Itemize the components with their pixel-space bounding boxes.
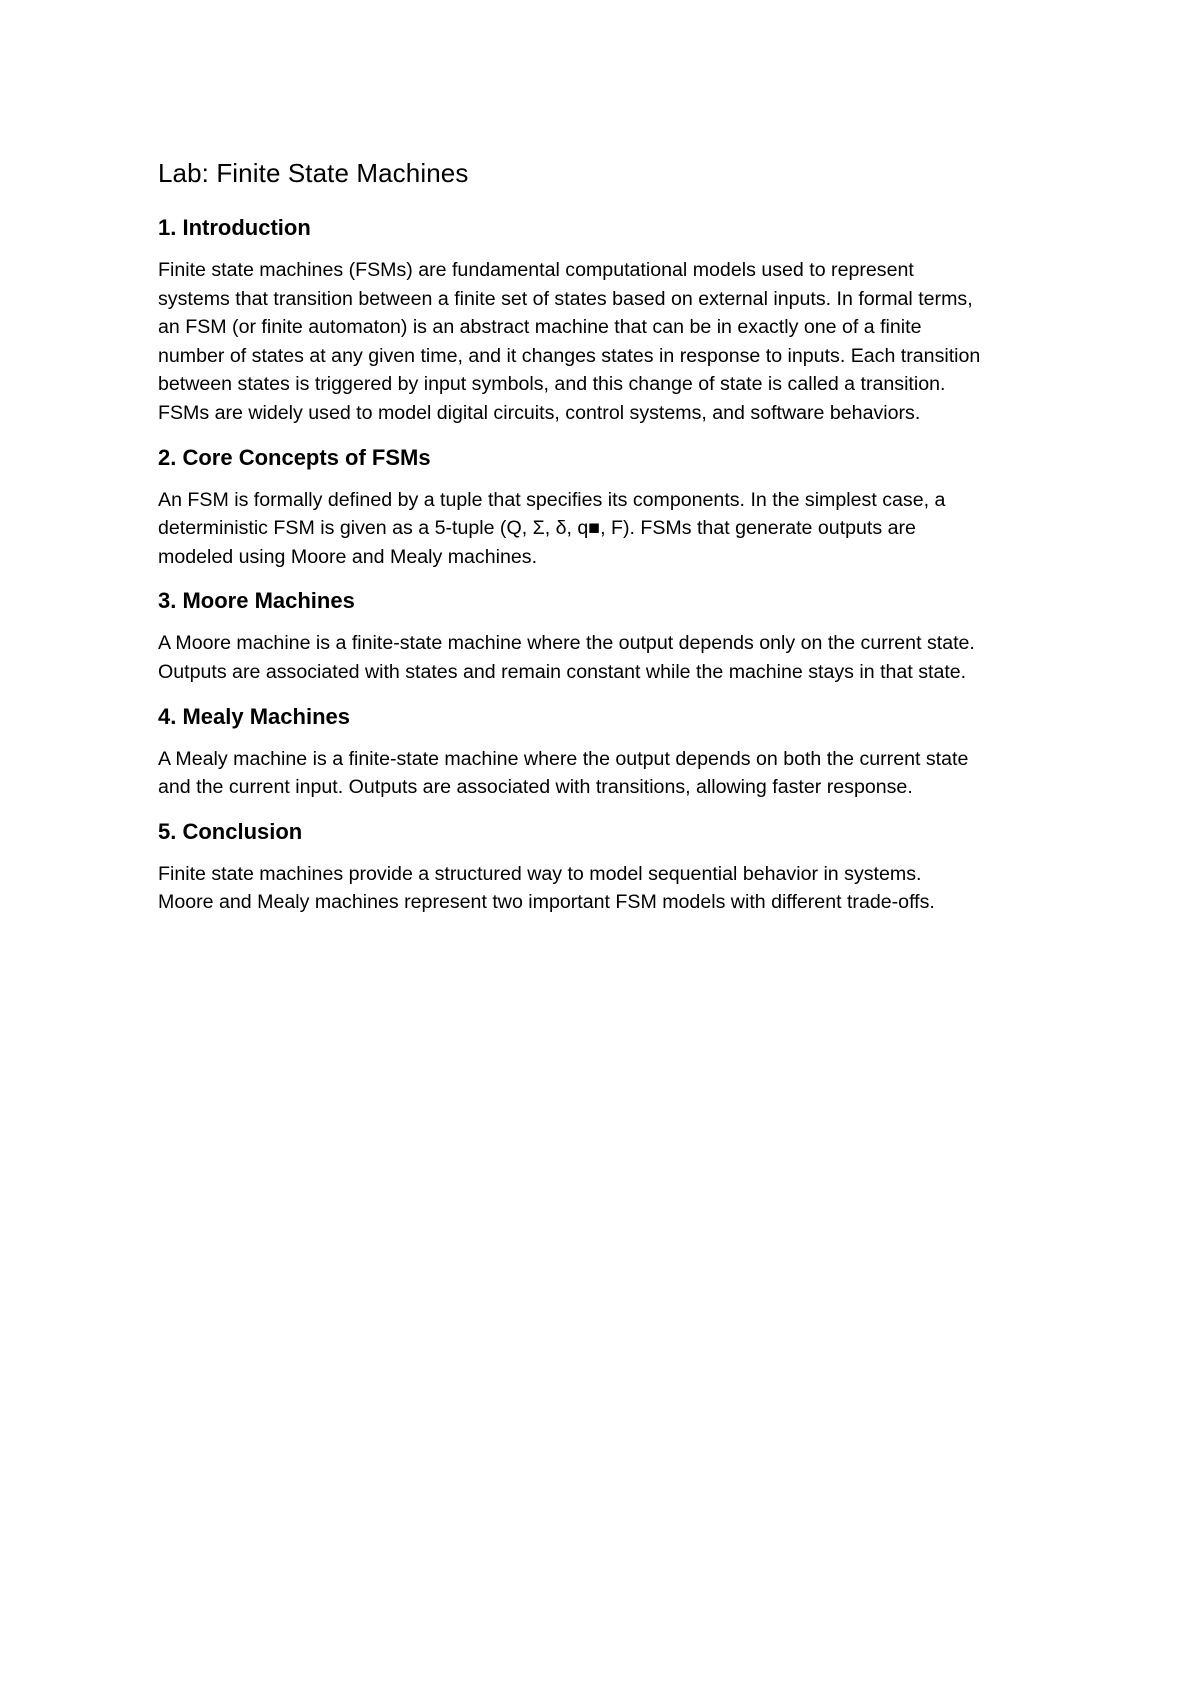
paragraph-line: and the current input. Outputs are associated with transitions, allowing faster response. [158,776,913,799]
section-paragraph [158,860,1058,917]
section-heading: 3. Moore Machines [158,588,355,614]
paragraph-line: systems that transition between a finite set of states based on external inputs. In formal terms, [158,287,973,310]
paragraph-line: Finite state machines provide a structured way to model sequential behavior in systems. [158,862,922,885]
section-heading: 1. Introduction [158,215,311,240]
paragraph-line: A Moore machine is a finite-state machine where the output depends only on the current state. [158,632,975,655]
paragraph-line: an FSM (or finite automaton) is an abstract machine that can be in exactly one of a finite [158,316,922,339]
paragraph-line: modeled using Moore and Mealy machines. [158,545,538,568]
section-paragraph [158,486,1058,572]
document-content [158,156,1058,933]
section-heading: 5. Conclusion [158,818,303,844]
section-core-concepts [158,444,1058,572]
section-heading: 2. Core Concepts of FSMs [158,444,431,470]
paragraph-line: FSMs are widely used to model digital circuits, control systems, and software behaviors. [158,401,921,424]
section-introduction [158,214,1058,428]
paragraph-line: number of states at any given time, and it changes states in response to inputs. Each transition [158,344,981,367]
document-title: Lab: Finite State Machines [158,158,469,188]
section-mealy-machines [158,703,1058,802]
section-paragraph [158,629,1058,686]
paragraph-line: deterministic FSM is given as a 5-tuple (Q, Σ, δ, q■, F). FSMs that generate outputs are [158,517,916,540]
section-paragraph [158,256,1058,428]
paragraph-line: An FSM is formally defined by a tuple that specifies its components. In the simplest case, a [158,488,946,511]
section-conclusion [158,818,1058,917]
paragraph-line: Outputs are associated with states and remain constant while the machine stays in that state. [158,660,967,683]
section-heading: 4. Mealy Machines [158,703,350,729]
paragraph-line: A Mealy machine is a finite-state machine where the output depends on both the current state [158,747,969,770]
paragraph-line: Moore and Mealy machines represent two important FSM models with different trade-offs. [158,891,935,914]
paragraph-line: between states is triggered by input symbols, and this change of state is called a transition. [158,373,946,396]
paragraph-line: Finite state machines (FSMs) are fundamental computational models used to represent [158,259,914,281]
section-paragraph [158,745,1058,802]
section-moore-machines [158,587,1058,686]
